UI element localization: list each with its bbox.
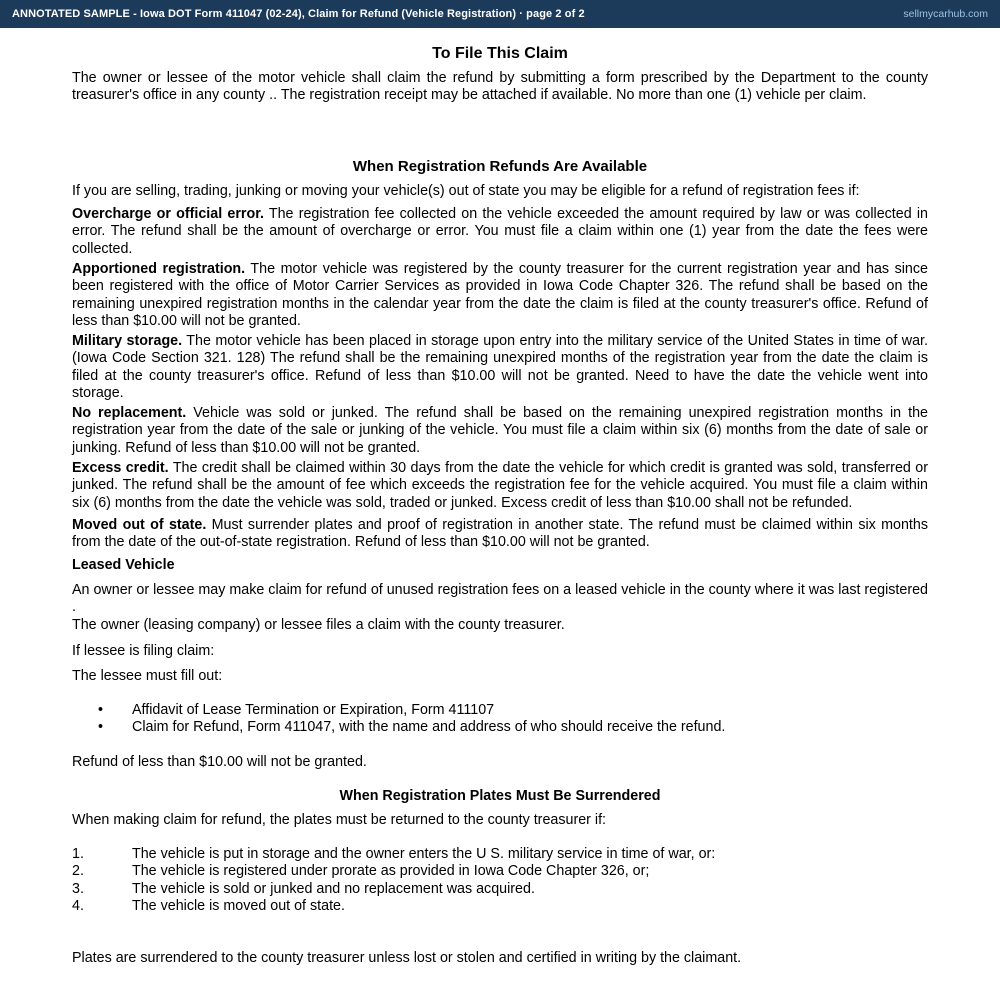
refund-text: Vehicle was sold or junked. The refund shall be based on the remaining unexpired registration months in the registration year from the date of the sale or junking of the vehicle. You must file a claim within six (6) months from the date of sale or junking. Refund of less than $10.00 will not be granted. bbox=[72, 405, 928, 456]
plates-footer: Plates are surrendered to the county treasurer unless lost or stolen and certified in writing by the claimant. bbox=[72, 950, 742, 966]
refund-item bbox=[72, 261, 928, 331]
document-title: ANNOTATED SAMPLE - Iowa DOT Form 411047 (02-24), Claim for Refund (Vehicle Registration) · page 2 of 2 bbox=[12, 8, 585, 20]
heading-leased-vehicle: Leased Vehicle bbox=[72, 557, 175, 573]
refund-item bbox=[72, 460, 928, 512]
bullet-text: Claim for Refund, Form 411047, with the name and address of who should receive the refund. bbox=[132, 719, 726, 736]
refund-text: The registration fee collected on the vehicle exceeded the amount required by law or was collected in error. The refund shall be the amount of overcharge or error. You must file a claim within one (1) year from the date the fees were collected. bbox=[72, 206, 928, 257]
refund-text: The motor vehicle was registered by the county treasurer for the current registration year and has since been registered with the office of Motor Carrier Services as provided in Iowa Code Chapter 326. The refund shall be based on the remaining unexpired registration months in the calendar year from the date the claim is filed at the county treasurer's office. Refund of less than $10.00 will not be granted. bbox=[72, 261, 928, 330]
refund-item bbox=[72, 405, 928, 457]
leased-paragraph: The owner (leasing company) or lessee files a claim with the county treasurer. bbox=[72, 617, 565, 633]
refund-term: Overcharge or official error. bbox=[72, 206, 264, 222]
list-number: 1. bbox=[72, 846, 84, 862]
bullet-text: Affidavit of Lease Termination or Expiration, Form 411107 bbox=[132, 702, 495, 718]
refund-term: Excess credit. bbox=[72, 460, 169, 476]
refund-item bbox=[72, 333, 928, 403]
refunds-intro: If you are selling, trading, junking or moving your vehicle(s) out of state you may be eligible for a refund of registration fees if: bbox=[72, 183, 860, 199]
refund-text: Must surrender plates and proof of registration in another state. The refund must be claimed within six months from the date of the out-of-state registration. Refund of less than $10.00 will not be granted. bbox=[72, 517, 929, 551]
leased-paragraph: An owner or lessee may make claim for refund of unused registration fees on a leased vehicle in the county where it was last registered . bbox=[72, 582, 928, 616]
refund-term: Apportioned registration. bbox=[72, 261, 246, 277]
list-item bbox=[72, 719, 928, 736]
plates-numbered-list bbox=[72, 846, 928, 916]
bullet-icon: • bbox=[98, 702, 104, 718]
heading-plates: When Registration Plates Must Be Surrendered bbox=[339, 788, 661, 804]
leased-bullet-list bbox=[72, 702, 928, 737]
leased-paragraph: Refund of less than $10.00 will not be granted. bbox=[72, 754, 367, 770]
file-claim-text: The owner or lessee of the motor vehicle shall claim the refund by submitting a form prescribed by the Department to the county treasurer's office in any county .. The registration receipt may be attached if available. No more than one (1) vehicle per claim. bbox=[72, 70, 928, 104]
refund-text: The motor vehicle has been placed in storage upon entry into the military service of the United States in time of war. (Iowa Code Section 321. 128) The refund shall be the remaining unexpired months of the registration year from the date the claim is filed at the county treasurer's office. Refund of less than $10.00 will not be granted. Need to have the date the vehicle went into storage. bbox=[72, 333, 928, 402]
list-text: The vehicle is moved out of state. bbox=[132, 898, 345, 915]
leased-paragraph: If lessee is filing claim: bbox=[72, 643, 215, 659]
plates-intro: When making claim for refund, the plates must be returned to the county treasurer if: bbox=[72, 812, 607, 828]
header-bar bbox=[0, 0, 1000, 28]
site-link[interactable]: sellmycarhub.com bbox=[903, 8, 988, 20]
refund-term: Military storage. bbox=[72, 333, 183, 349]
list-item bbox=[72, 898, 928, 915]
refund-item bbox=[72, 517, 928, 552]
refund-term: No replacement. bbox=[72, 405, 187, 421]
refund-item bbox=[72, 206, 928, 258]
heading-file-claim: To File This Claim bbox=[432, 45, 568, 62]
leased-paragraph: The lessee must fill out: bbox=[72, 668, 223, 684]
list-text: The vehicle is put in storage and the owner enters the U S. military service in time of war, or: bbox=[132, 846, 716, 862]
refund-term: Moved out of state. bbox=[72, 517, 207, 533]
list-number: 4. bbox=[72, 898, 84, 915]
list-item bbox=[72, 863, 928, 880]
list-number: 2. bbox=[72, 863, 84, 880]
list-text: The vehicle is sold or junked and no replacement was acquired. bbox=[132, 880, 535, 897]
list-item bbox=[72, 846, 928, 863]
list-number: 3. bbox=[72, 880, 84, 897]
list-item bbox=[72, 881, 928, 898]
list-text: The vehicle is registered under prorate as provided in Iowa Code Chapter 326, or; bbox=[132, 863, 650, 880]
bullet-icon: • bbox=[98, 719, 104, 736]
heading-refunds: When Registration Refunds Are Available bbox=[352, 158, 648, 175]
refund-text: The credit shall be claimed within 30 days from the date the vehicle for which credit is granted was sold, transferred or junked. The refund shall be the amount of fee which exceeds the registration fee for the vehicle acquired. You must file a claim within six (6) months from the date the vehicle was sold, traded or junked. Excess credit of less than $10.00 shall not be refunded. bbox=[72, 460, 928, 511]
list-item bbox=[72, 702, 928, 719]
